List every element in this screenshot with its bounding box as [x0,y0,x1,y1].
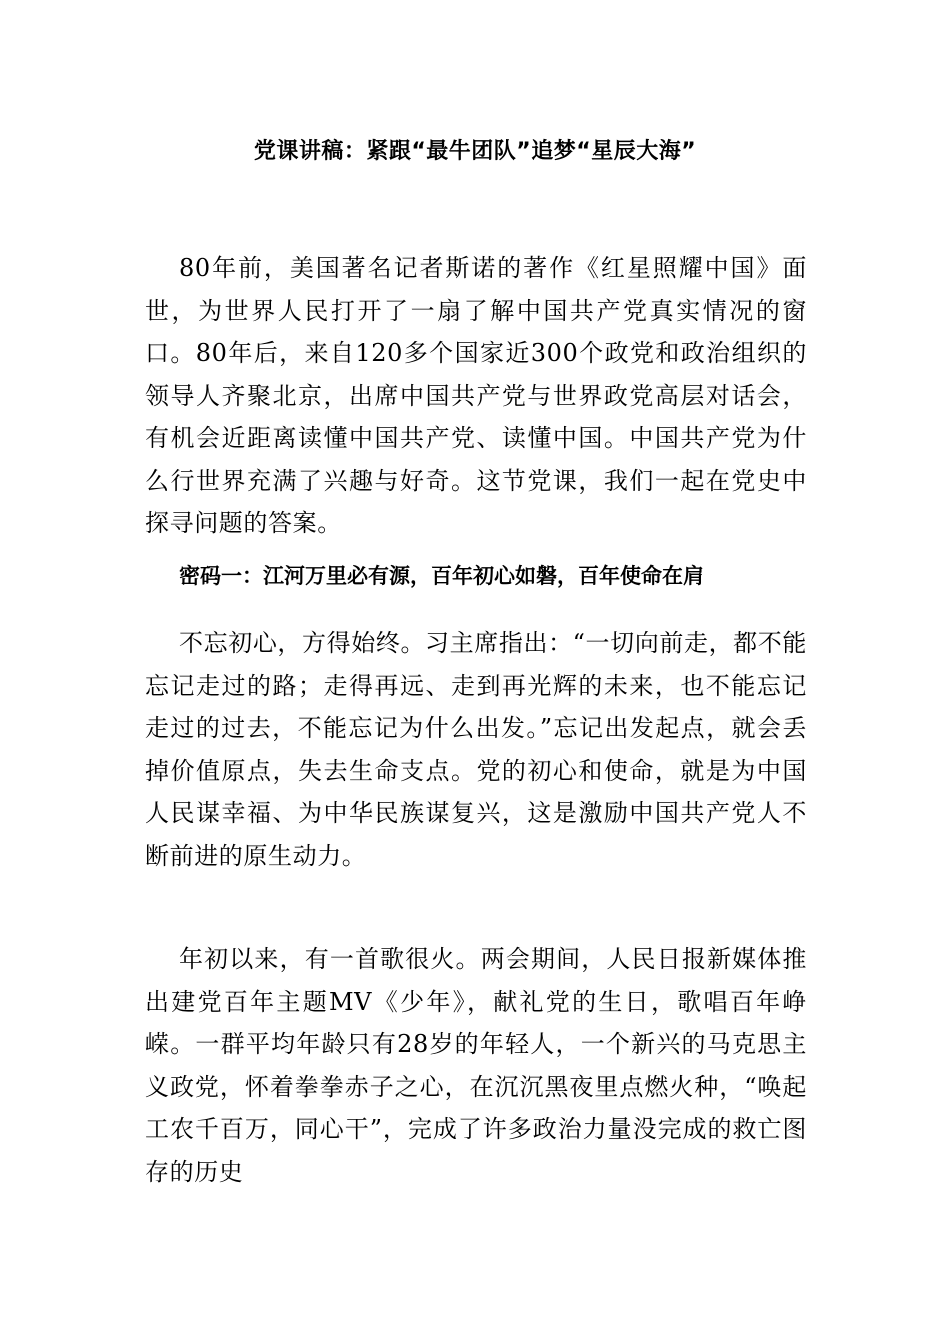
section-heading-1: 密码一：江河万里必有源，百年初心如磐，百年使命在肩 [179,564,704,588]
paragraph-intro: 80年前，美国著名记者斯诺的著作《红星照耀中国》面世，为世界人民打开了一扇了解中国共产党真实情况的窗口。80年后，来自120多个国家近300个政党和政治组织的领导人齐聚北京，出席中国共产党与世界政党高层对话会，有机会近距离读懂中国共产党、读懂中国。中国共产党为什么行世界充满了兴趣与好奇。这节党课，我们一起在党史中探寻问题的答案。 [145,254,807,537]
paragraph-original-mission: 不忘初心，方得始终。习主席指出：“一切向前走，都不能忘记走过的路；走得再远、走到再光辉的未来，也不能忘记走过的过去，不能忘记为什么出发。”忘记出发起点，就会丢掉价值原点，失去生命支点。党的初心和使命，就是为中国人民谋幸福、为中华民族谋复兴，这是激励中国共产党人不断前进的原生动力。 [145,629,807,870]
document-title: 党课讲稿：紧跟“最牛团队”追梦“星辰大海” [253,139,697,164]
paragraph-youth-song: 年初以来，有一首歌很火。两会期间，人民日报新媒体推出建党百年主题MV《少年》，献礼党的生日，歌唱百年峥嵘。一群平均年龄只有28岁的年轻人，一个新兴的马克思主义政党，怀着拳拳赤子之心，在沉沉黑夜里点燃火种，“唤起工农千百万，同心干”，完成了许多政治力量没完成的救亡图存的历史 [145,945,807,1186]
